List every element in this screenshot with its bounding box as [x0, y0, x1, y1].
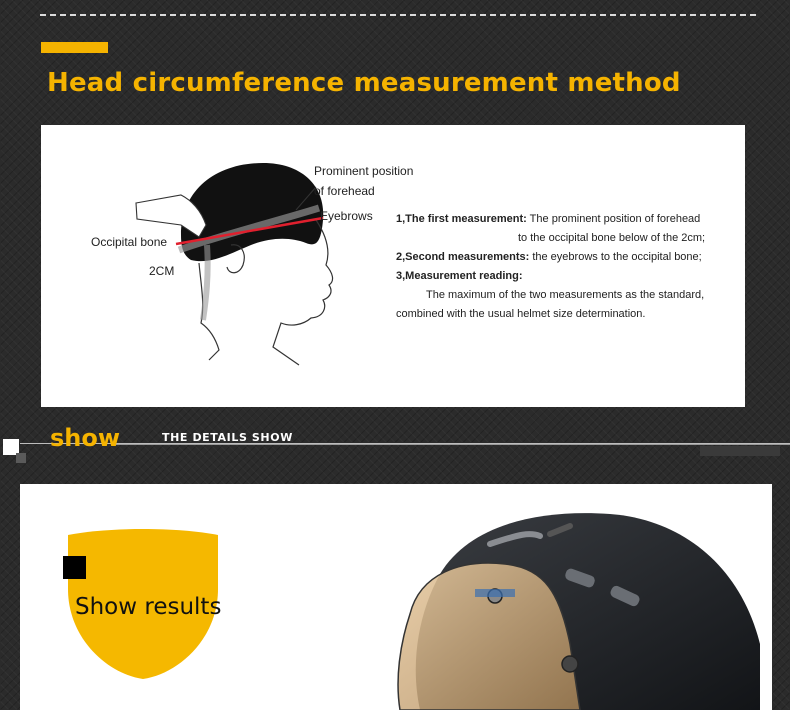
measurement-steps — [396, 210, 726, 324]
show-word: show — [50, 424, 121, 452]
accent-bar — [41, 42, 108, 53]
details-show-banner — [0, 420, 790, 464]
step-3-line-1: The maximum of the two measurements as the standard, — [426, 289, 705, 301]
step-3-line-2: combined with the usual helmet size determination. — [396, 308, 646, 320]
step-3-title: 3,Measurement reading: — [396, 270, 523, 282]
step-1-title: 1,The first measurement: — [396, 213, 527, 225]
details-title: THE DETAILS SHOW — [162, 431, 293, 444]
step-2 — [396, 248, 726, 267]
label-eyebrows: Eyebrows — [320, 209, 373, 223]
decorative-gray-square — [16, 453, 26, 463]
helmet-photo — [380, 504, 772, 710]
banner-line-lower — [115, 444, 790, 445]
step-1-text: The prominent position of forehead — [526, 213, 701, 225]
black-square-marker — [63, 556, 86, 579]
label-of-forehead: of forehead — [314, 184, 375, 198]
dashed-divider — [40, 14, 756, 16]
step-1-continuation: to the occipital bone below of the 2cm; — [518, 232, 706, 244]
show-results-label: Show results — [75, 594, 222, 620]
step-2-title: 2,Second measurements: — [396, 251, 530, 263]
label-2cm: 2CM — [149, 264, 175, 278]
step-1 — [396, 210, 726, 229]
section-heading: Head circumference measurement method — [47, 68, 681, 98]
banner-tail — [700, 446, 780, 456]
show-results-panel — [20, 484, 772, 710]
step-3 — [396, 267, 726, 286]
label-occipital-bone: Occipital bone — [91, 235, 168, 249]
label-prominent-position: Prominent position — [314, 164, 414, 178]
measurement-diagram-panel — [41, 125, 745, 407]
step-2-text: the eyebrows to the occipital bone; — [529, 251, 702, 263]
